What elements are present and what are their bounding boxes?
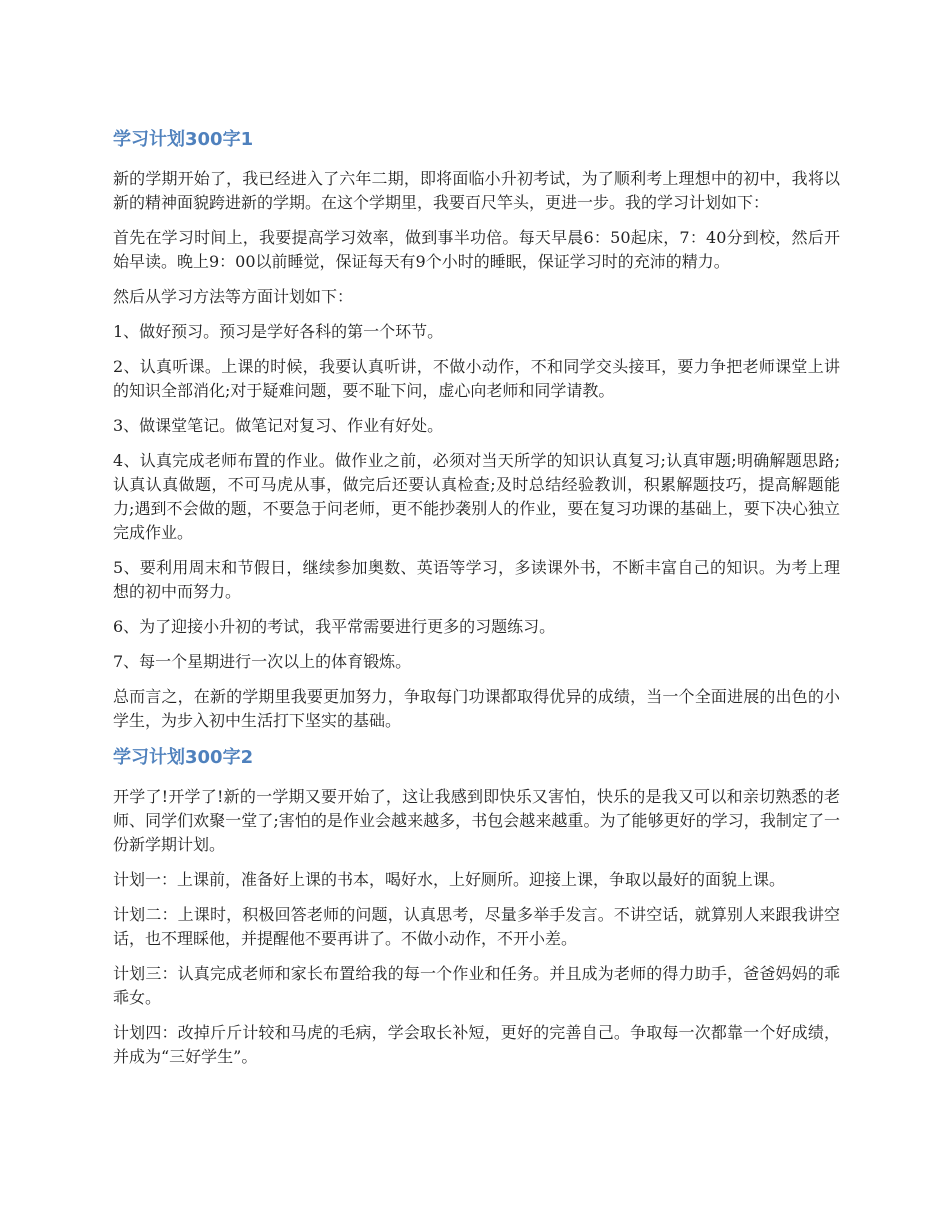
paragraph: 新的学期开始了，我已经进入了六年二期，即将面临小升初考试，为了顺利考上理想中的初中，我将以新的精神面貌跨进新的学期。在这个学期里，我要百尺竿头，更进一步。我的学习计划如下： bbox=[113, 169, 840, 212]
section-heading-1: 学习计划300字1 bbox=[113, 129, 254, 150]
paragraph: 3、做课堂笔记。做笔记对复习、作业有好处。 bbox=[113, 416, 444, 435]
paragraph: 首先在学习时间上，我要提高学习效率，做到事半功倍。每天早晨6：50起床，7：40分到校，然后开始早读。晚上9：00以前睡觉，保证每天有9个小时的睡眠，保证学习时的充沛的精力。 bbox=[113, 228, 840, 271]
paragraph: 6、为了迎接小升初的考试，我平常需要进行更多的习题练习。 bbox=[113, 617, 556, 636]
paragraph: 开学了!开学了!新的一学期又要开始了，这让我感到即快乐又害怕，快乐的是我又可以和亲切熟悉的老师、同学们欢聚一堂了;害怕的是作业会越来越多，书包会越来越重。为了能够更好的学习，我制定了一份新学期计划。 bbox=[113, 787, 840, 854]
paragraph: 总而言之，在新的学期里我要更加努力，争取每门功课都取得优异的成绩，当一个全面进展的出色的小学生，为步入初中生活打下坚实的基础。 bbox=[113, 687, 840, 730]
paragraph: 计划一：上课前，准备好上课的书本，喝好水，上好厕所。迎接上课，争取以最好的面貌上课。 bbox=[113, 870, 786, 889]
section-heading-2: 学习计划300字2 bbox=[113, 747, 254, 768]
paragraph: 1、做好预习。预习是学好各科的第一个环节。 bbox=[113, 322, 444, 341]
paragraph: 7、每一个星期进行一次以上的体育锻炼。 bbox=[113, 652, 412, 671]
paragraph: 计划三：认真完成老师和家长布置给我的每一个作业和任务。并且成为老师的得力助手，爸爸妈妈的乖乖女。 bbox=[113, 964, 840, 1007]
paragraph: 2、认真听课。上课的时候，我要认真听讲，不做小动作，不和同学交头接耳，要力争把老师课堂上讲的知识全部消化;对于疑难问题，要不耻下问，虚心向老师和同学请教。 bbox=[113, 357, 840, 400]
paragraph: 计划二：上课时，积极回答老师的问题，认真思考，尽量多举手发言。不讲空话，就算别人来跟我讲空话，也不理睬他，并提醒他不要再讲了。不做小动作，不开小差。 bbox=[113, 905, 840, 948]
paragraph: 4、认真完成老师布置的作业。做作业之前，必须对当天所学的知识认真复习;认真审题;明确解题思路;认真认真做题，不可马虎从事，做完后还要认真检查;及时总结经验教训，积累解题技巧，提高解题能力;遇到不会做的题，不要急于问老师，更不能抄袭别人的作业，要在复习功课的基础上，要下决心独立完成作业。 bbox=[113, 451, 840, 542]
paragraph: 计划四：改掉斤斤计较和马虎的毛病，学会取长补短，更好的完善自己。争取每一次都靠一个好成绩，并成为“三好学生”。 bbox=[113, 1023, 840, 1066]
paragraph: 然后从学习方法等方面计划如下： bbox=[113, 287, 354, 306]
paragraph: 5、要利用周末和节假日，继续参加奥数、英语等学习，多读课外书，不断丰富自己的知识。为考上理想的初中而努力。 bbox=[113, 558, 840, 601]
